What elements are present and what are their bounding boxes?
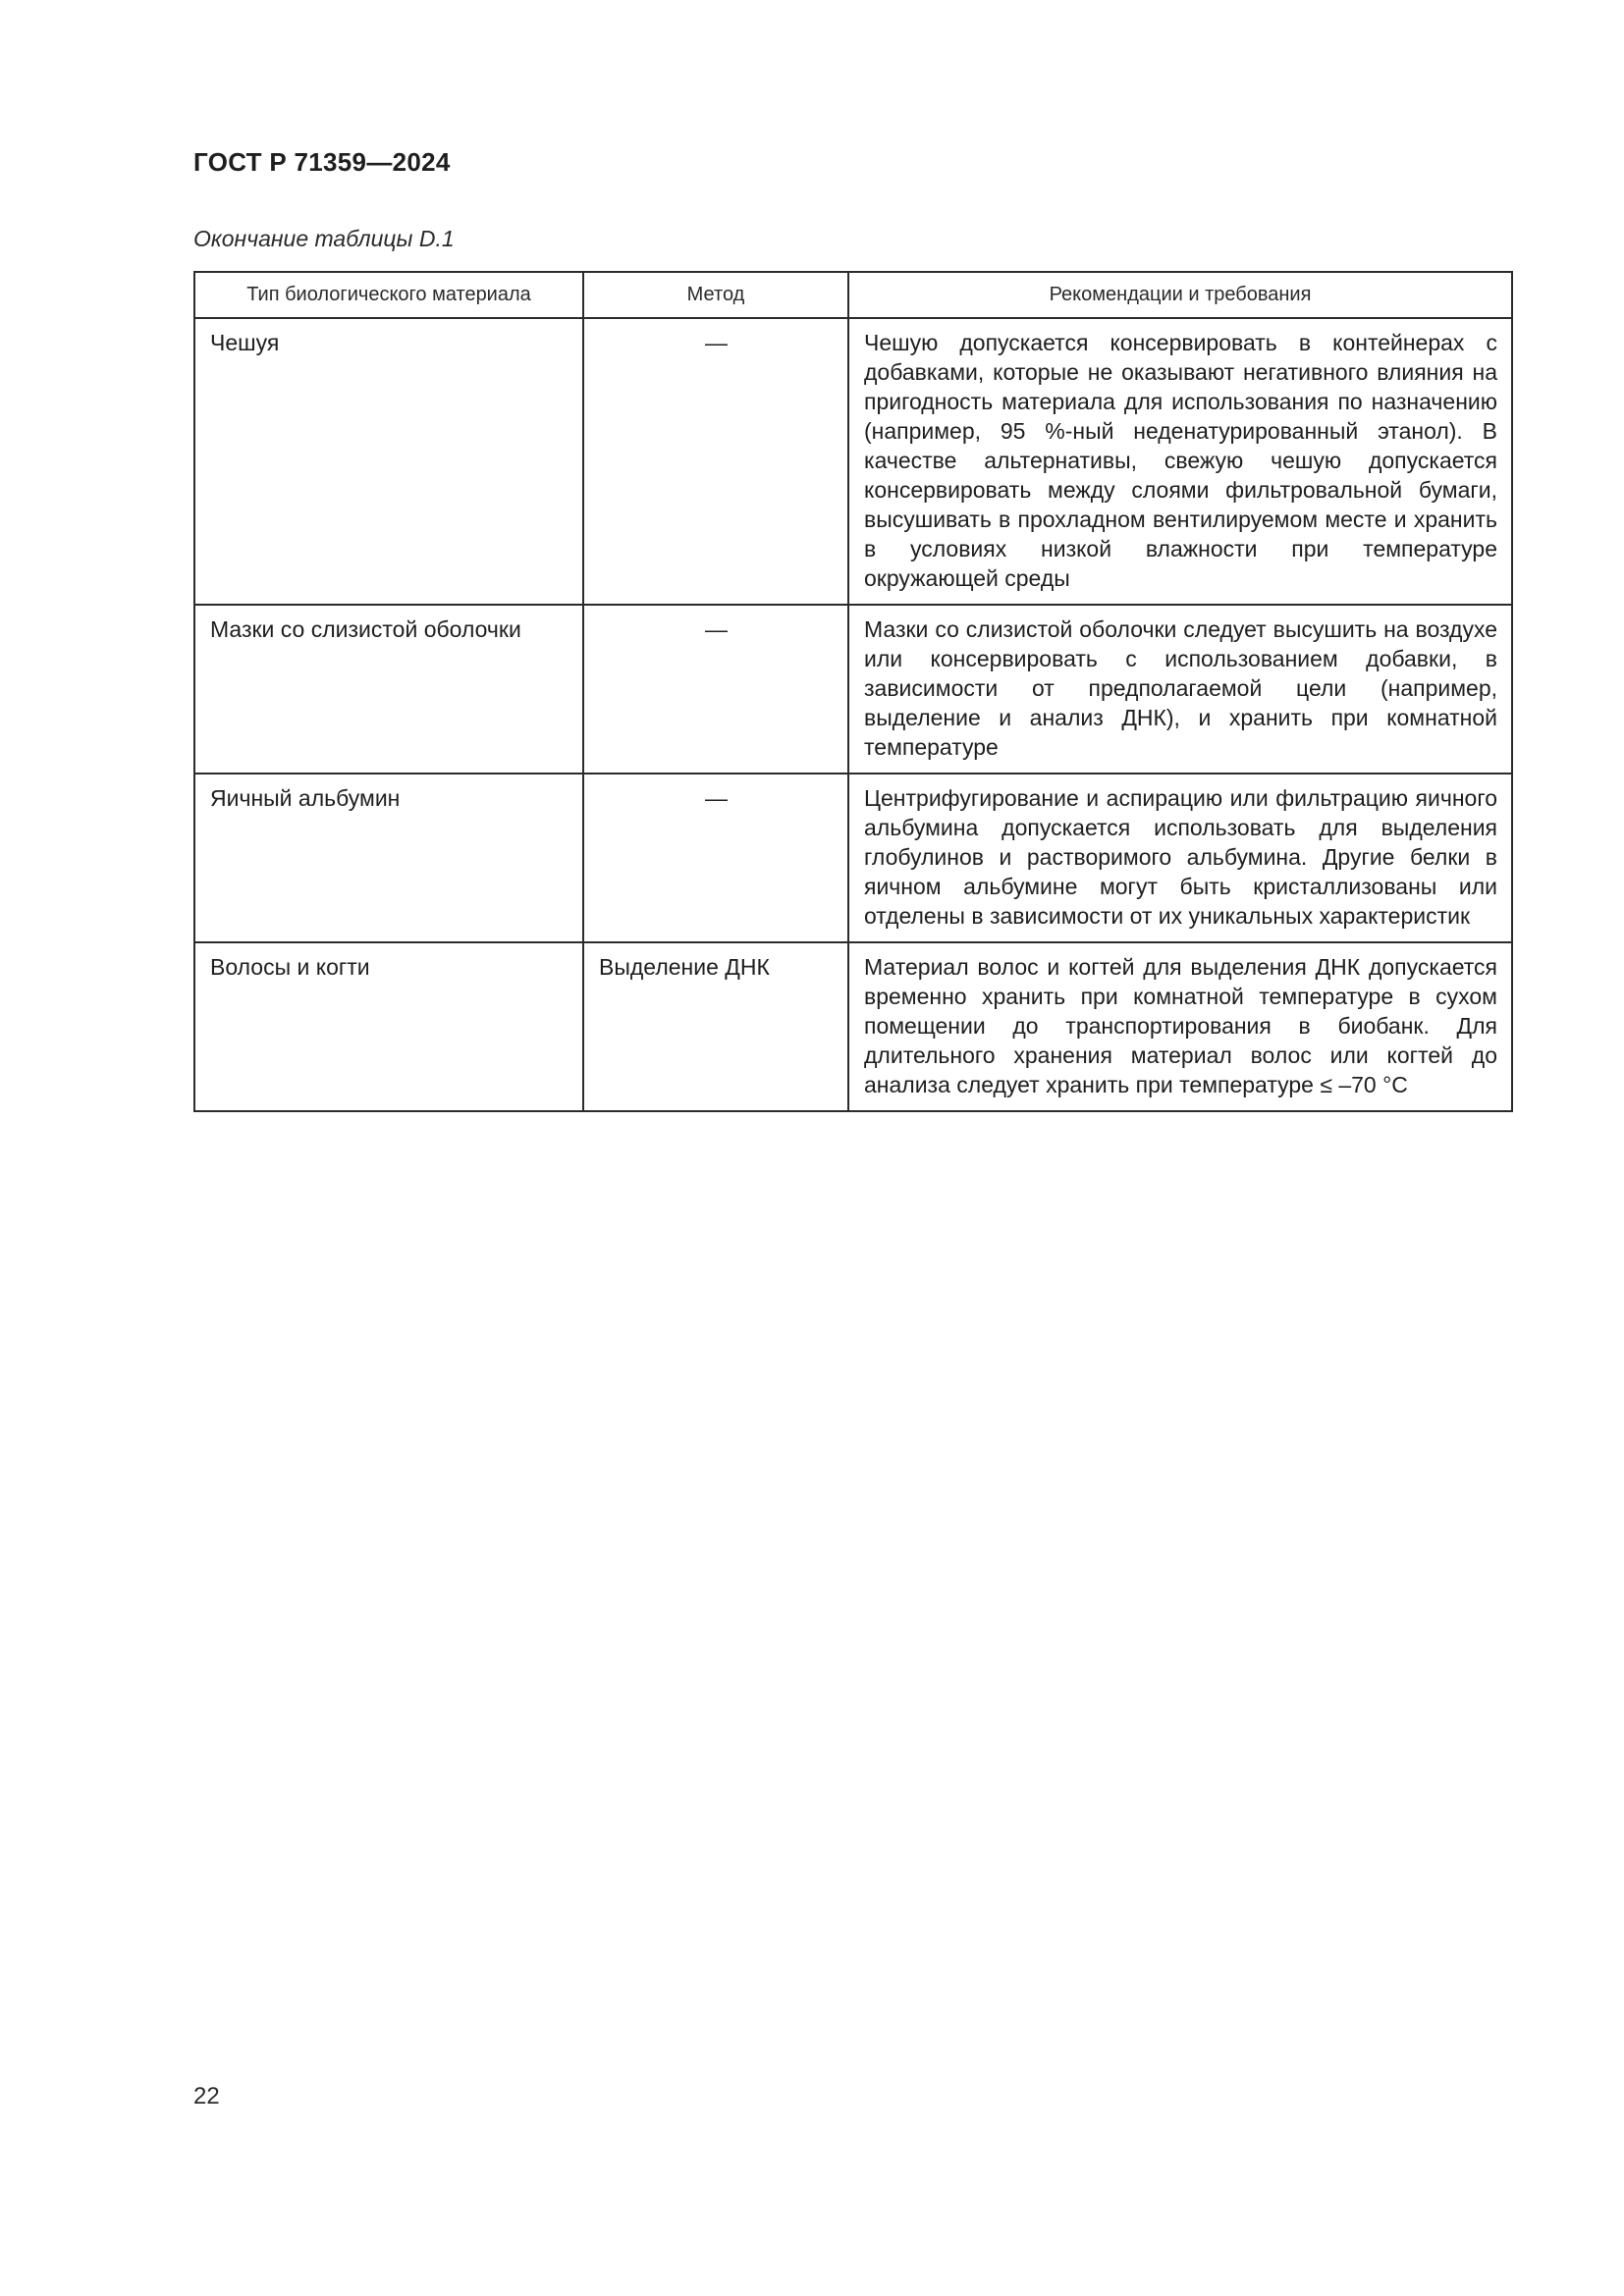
- materials-table: [193, 271, 1513, 1112]
- table-row: [194, 318, 1512, 605]
- document-standard-number: ГОСТ Р 71359—2024: [193, 147, 451, 177]
- cell-material-type: Мазки со слизистой оболочки: [194, 605, 583, 774]
- column-header-recommendations: Рекомендации и требования: [848, 272, 1512, 318]
- cell-method: —: [583, 605, 848, 774]
- cell-material-type: Волосы и когти: [194, 942, 583, 1111]
- cell-material-type: Чешуя: [194, 318, 583, 605]
- cell-recommendations: Чешую допускается консервировать в контейнерах с добавками, которые не оказывают негативного влияния на пригодность материала для использования по назначению (например, 95 %-ный неденатурированный этанол). В качестве альтернативы, свежую чешую допускается консервировать между слоями фильтровальной бумаги, высушивать в прохладном вентилируемом месте и хранить в условиях низкой влажности при температуре окружающей среды: [848, 318, 1512, 605]
- cell-method: Выделение ДНК: [583, 942, 848, 1111]
- table-header-row: [194, 272, 1512, 318]
- cell-method: —: [583, 774, 848, 942]
- table-row: [194, 942, 1512, 1111]
- cell-recommendations: Материал волос и когтей для выделения ДНК допускается временно хранить при комнатной температуре в сухом помещении до транспортирования в биобанк. Для длительного хранения материал волос или когтей до анализа следует хранить при температуре ≤ –70 °C: [848, 942, 1512, 1111]
- cell-material-type: Яичный альбумин: [194, 774, 583, 942]
- column-header-method: Метод: [583, 272, 848, 318]
- table-caption: Окончание таблицы D.1: [193, 226, 455, 251]
- cell-recommendations: Центрифугирование и аспирацию или фильтрацию яичного альбумина допускается использовать для выделения глобулинов и растворимого альбумина. Другие белки в яичном альбумине могут быть кристаллизованы или отделены в зависимости от их уникальных характеристик: [848, 774, 1512, 942]
- cell-method: —: [583, 318, 848, 605]
- page-number: 22: [193, 2083, 220, 2109]
- table-row: [194, 605, 1512, 774]
- column-header-type: Тип биологического материала: [194, 272, 583, 318]
- table-row: [194, 774, 1512, 942]
- cell-recommendations: Мазки со слизистой оболочки следует высушить на воздухе или консервировать с использованием добавки, в зависимости от предполагаемой цели (например, выделение и анализ ДНК), и хранить при комнатной температуре: [848, 605, 1512, 774]
